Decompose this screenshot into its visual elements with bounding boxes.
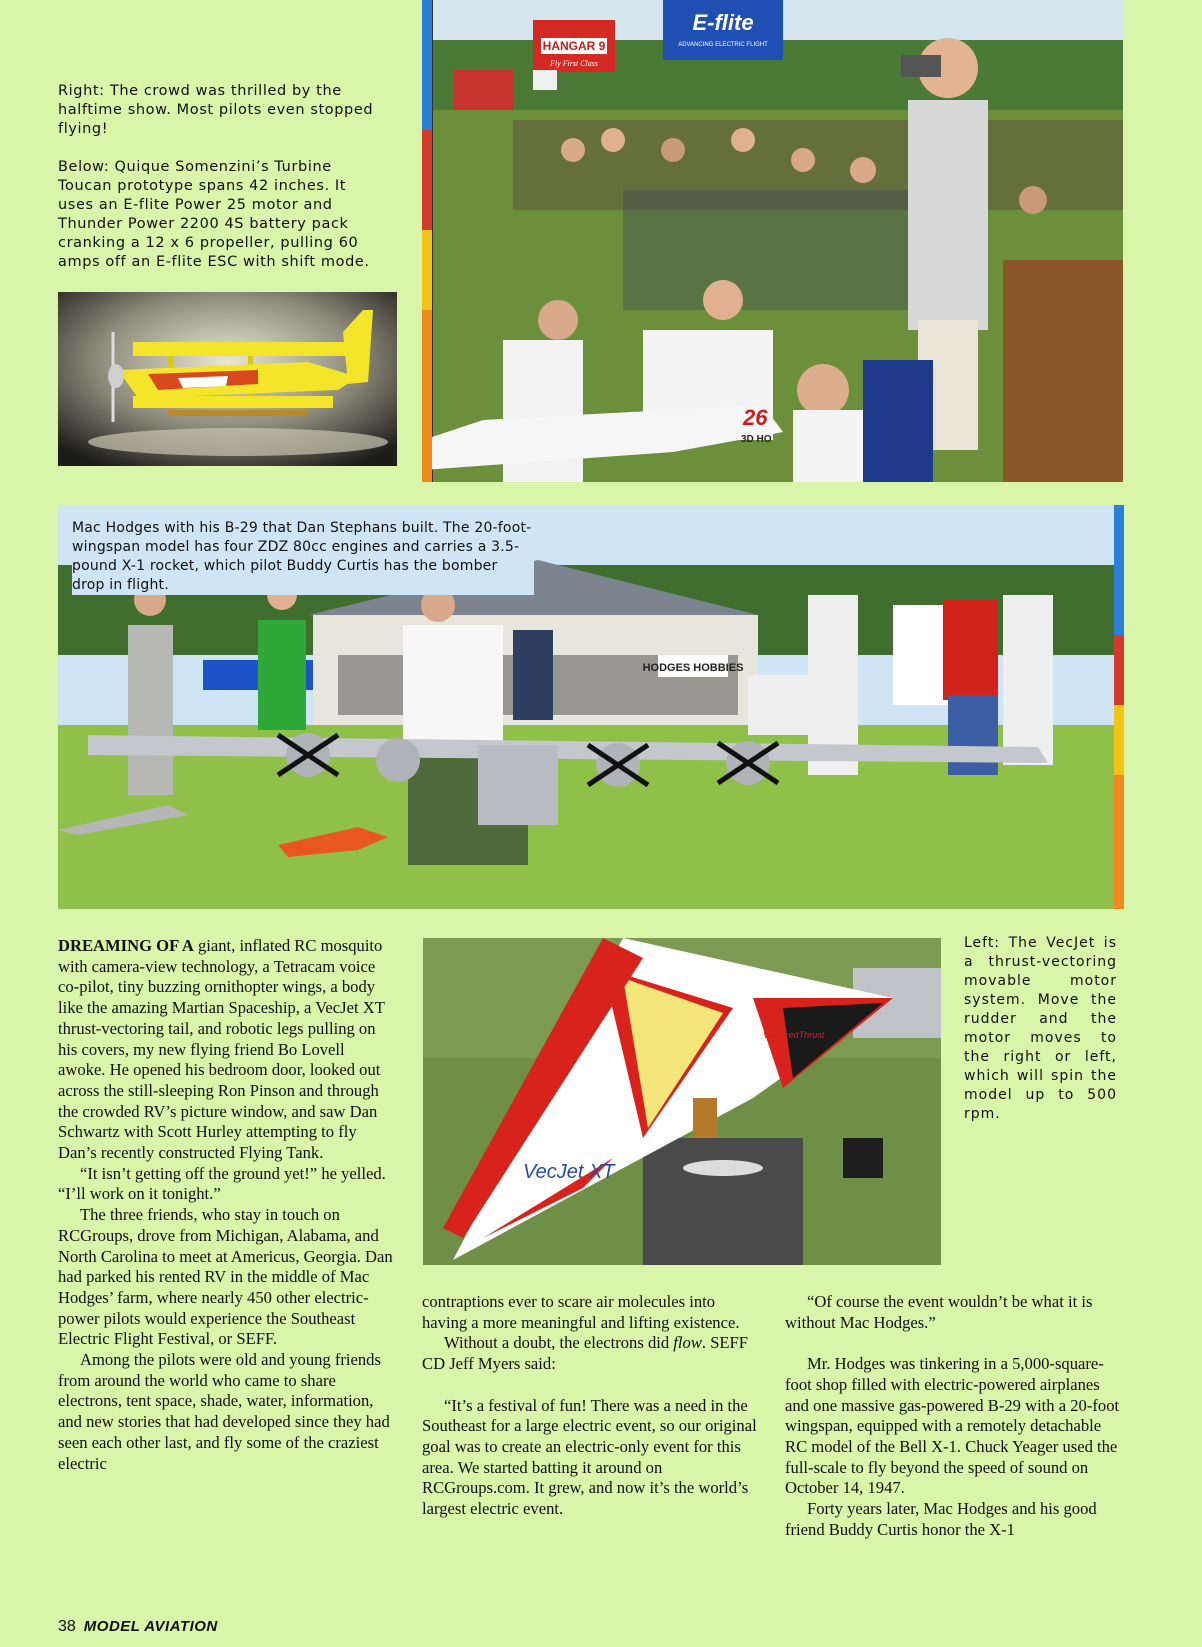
plane-3d-label: 3D HO <box>741 434 772 445</box>
banner-hangar9-sub: Fly First Class <box>549 59 599 68</box>
plane-number: 26 <box>743 405 768 430</box>
caption-b29 <box>72 519 534 595</box>
article-col2-p1: contraptions ever to scare air molecules into having a more meaningful and lifting existence. <box>422 1292 740 1332</box>
caption-b29-text: Mac Hodges with his B-29 that Dan Stephans built. The 20-foot-wingspan model has four ZDZ 80cc engines and carries a 3.5-pound X-1 rocket, which pilot Buddy Curtis has the bomber drop in flight. <box>72 520 532 593</box>
article-col1-p4: Among the pilots were old and young friends from around the world who came to share electrons, tent space, shade, water, information, and new stories that had developed since they had seen each other last, and fly some of the craziest electric <box>58 1350 390 1473</box>
caption-vecjet <box>964 934 1117 1124</box>
article-col3-p2: Mr. Hodges was tinkering in a 5,000-square-foot shop filled with electric-powered airplanes and one massive gas-powered B-29 with a 20-foot wingspan, equipped with a remotely detachable RC model of the Bell X-1. Chuck Yeager used the full-scale to fly beyond the speed of sound on October 14, 1947. <box>785 1354 1120 1498</box>
article-col2-p2 <box>422 1333 760 1374</box>
hodges-hobbies-sign: HODGES HOBBIES <box>642 662 744 674</box>
article-col1-p2: “It isn’t getting off the ground yet!” he yelled. “I’ll work on it tonight.” <box>58 1163 386 1204</box>
page-number: 38 <box>58 1618 76 1635</box>
article-col1-p1-text: giant, inflated RC mosquito with camera-view technology, a Tetracam voice co-pilot, tiny buzzing ornithopter wings, a body like the amazing Martian Spaceship, a VecJet XT thrust-vectoring tail, and robotic legs pulling on his covers, my new flying friend Bo Lovell awoke. He opened his bedroom door, looked out across the still-sleeping Ron Pinson and through the crowded RV’s picture window, and saw Dan Schwartz with Scott Hurley attempting to fly Dan’s recently constructed Flying Tank. <box>58 936 385 1163</box>
caption-crowd-block <box>58 82 378 291</box>
article-col2-p2-em: flow <box>673 1333 702 1353</box>
caption-vecjet-text: Left: The VecJet is a thrust-vectoring movable motor system. Move the rudder and the motor moves to the right or left, which will spin the model up to 500 rpm. <box>964 935 1117 1122</box>
article-col2-p3: “It’s a festival of fun! There was a need in the Southeast for a large electric event, so our original goal was to create an electric-only event for this area. We started batting it around on RCGroups.com. It grew, and now it’s the world’s largest electric event. <box>422 1395 757 1519</box>
vecjet-logo: VecJet XT <box>523 1161 615 1183</box>
magazine-name: MODEL AVIATION <box>83 1618 218 1635</box>
banner-hangar9: HANGAR 9 <box>542 39 606 53</box>
banner-eflite: E-flite <box>692 10 754 35</box>
article-col3-p3: Forty years later, Mac Hodges and his good friend Buddy Curtis honor the X-1 <box>785 1499 1097 1539</box>
page-footer <box>58 1618 218 1636</box>
banner-eflite-sub: ADVANCING ELECTRIC FLIGHT <box>678 42 768 48</box>
article-col3-p1: “Of course the event wouldn’t be what it is without Mac Hodges.” <box>785 1292 1093 1332</box>
caption-toucan: Below: Quique Somenzini’s Turbine Toucan prototype spans 42 inches. It uses an E-flite Power 25 motor and Thunder Power 2200 4S battery pack cranking a 12 x 6 propeller, pulling 60 amps off an E-flite ESC with shift mode. <box>58 159 370 270</box>
caption-crowd: Right: The crowd was thrilled by the halftime show. Most pilots even stopped flying! <box>58 83 374 137</box>
accent-bar-b29-right <box>1114 505 1124 909</box>
photo-crowd <box>423 0 1123 482</box>
article-col1-p1 <box>58 936 396 1164</box>
article-lead-in: DREAMING OF A <box>58 936 194 955</box>
article-col2-p2-post: . SEFF CD Jeff Myers said: <box>422 1333 749 1374</box>
accent-bar-top-left <box>422 0 432 482</box>
article-column-2 <box>422 1292 760 1520</box>
article-column-1 <box>58 936 396 1474</box>
article-col2-p2-pre: Without a doubt, the electrons did <box>444 1333 674 1353</box>
photo-vecjet <box>423 938 941 1265</box>
photo-turbine-toucan <box>58 292 397 466</box>
article-col1-p3: The three friends, who stay in touch on RCGroups, drove from Michigan, Alabama, and North Carolina to meet at Americus, Georgia. Dan had parked his rented RV in the middle of Mac Hodges’ farm, where nearly 450 other electric-power pilots would experience the Southeast Electric Flight Festival, or SEFF. <box>58 1205 393 1349</box>
vecjet-vectored-logo: VectoredThrust <box>763 1030 825 1040</box>
article-column-3 <box>785 1292 1123 1540</box>
